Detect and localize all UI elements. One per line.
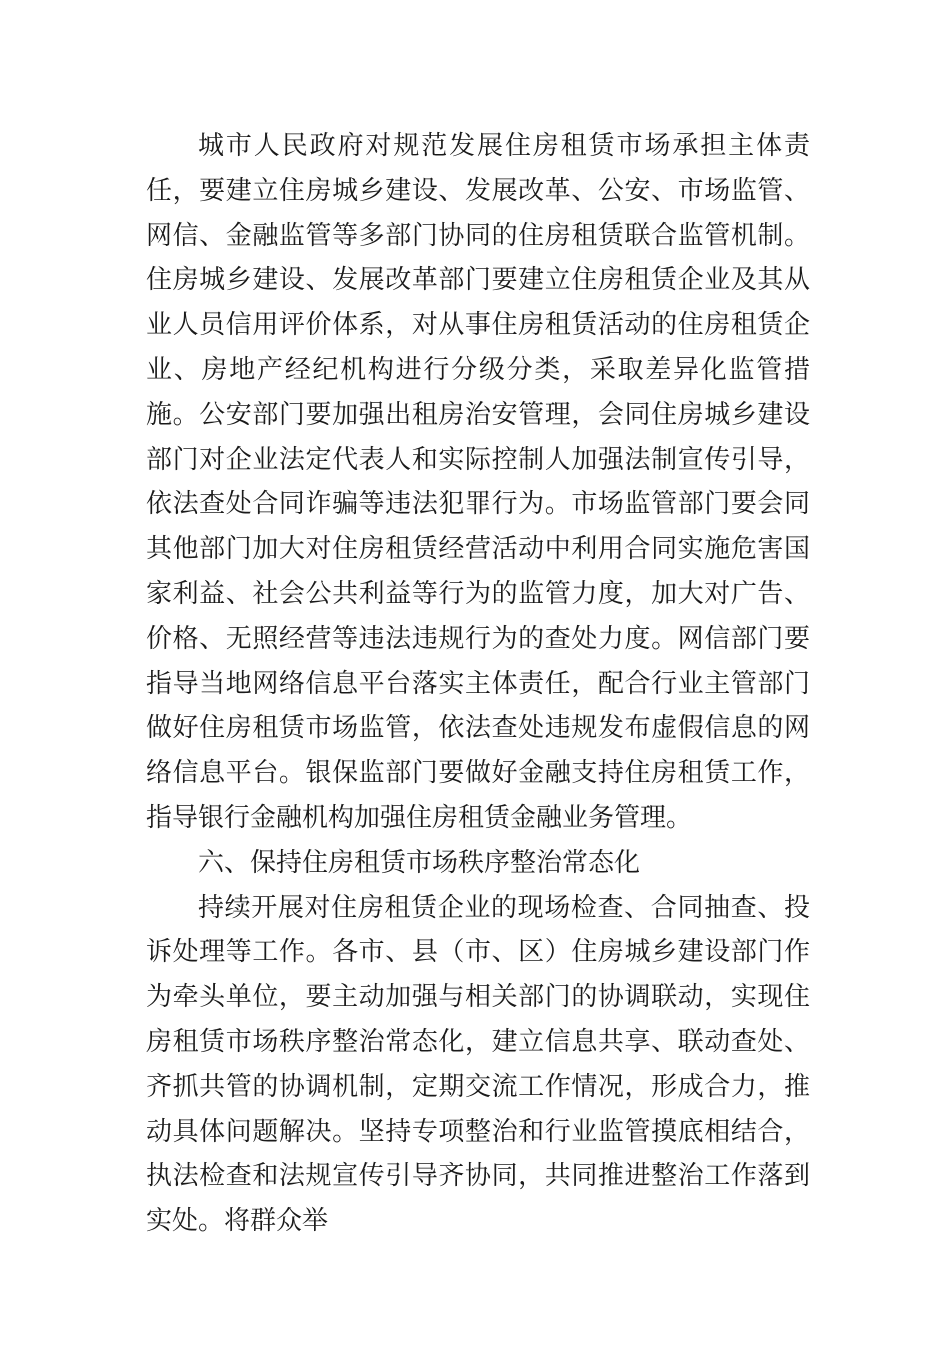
paragraph-supervision-responsibilities: 城市人民政府对规范发展住房租赁市场承担主体责任，要建立住房城乡建设、发展改革、公安、市场监管、网信、金融监管等多部门协同的住房租赁联合监管机制。住房城乡建设、发展改革部门要建立住房租赁企业及其从业人员信用评价体系，对从事住房租赁活动的住房租赁企业、房地产经纪机构进行分级分类，采取差异化监管措施。公安部门要加强出租房治安管理，会同住房城乡建设部门对企业法定代表人和实际控制人加强法制宣传引导，依法查处合同诈骗等违法犯罪行为。市场监管部门要会同其他部门加大对住房租赁经营活动中利用合同实施危害国家利益、社会公共利益等行为的监管力度，加大对广告、价格、无照经营等违法违规行为的查处力度。网信部门要指导当地网络信息平台落实主体责任，配合行业主管部门做好住房租赁市场监管，依法查处违规发布虚假信息的网络信息平台。银保监部门要做好金融支持住房租赁工作，指导银行金融机构加强住房租赁金融业务管理。 [146,131,810,833]
section-heading-six: 六、保持住房租赁市场秩序整治常态化 [198,847,641,878]
paragraph-order-rectification: 持续开展对住房租赁企业的现场检查、合同抽查、投诉处理等工作。各市、县（市、区）住房城乡建设部门作为牵头单位，要主动加强与相关部门的协调联动，实现住房租赁市场秩序整治常态化，建立信息共享、联动查处、齐抓共管的协调机制，定期交流工作情况，形成合力，推动具体问题解决。坚持专项整治和行业监管摸底相结合，执法检查和法规宣传引导齐协同，共同推进整治工作落到实处。将群众举 [146,892,810,1237]
document-body [146,124,810,1244]
